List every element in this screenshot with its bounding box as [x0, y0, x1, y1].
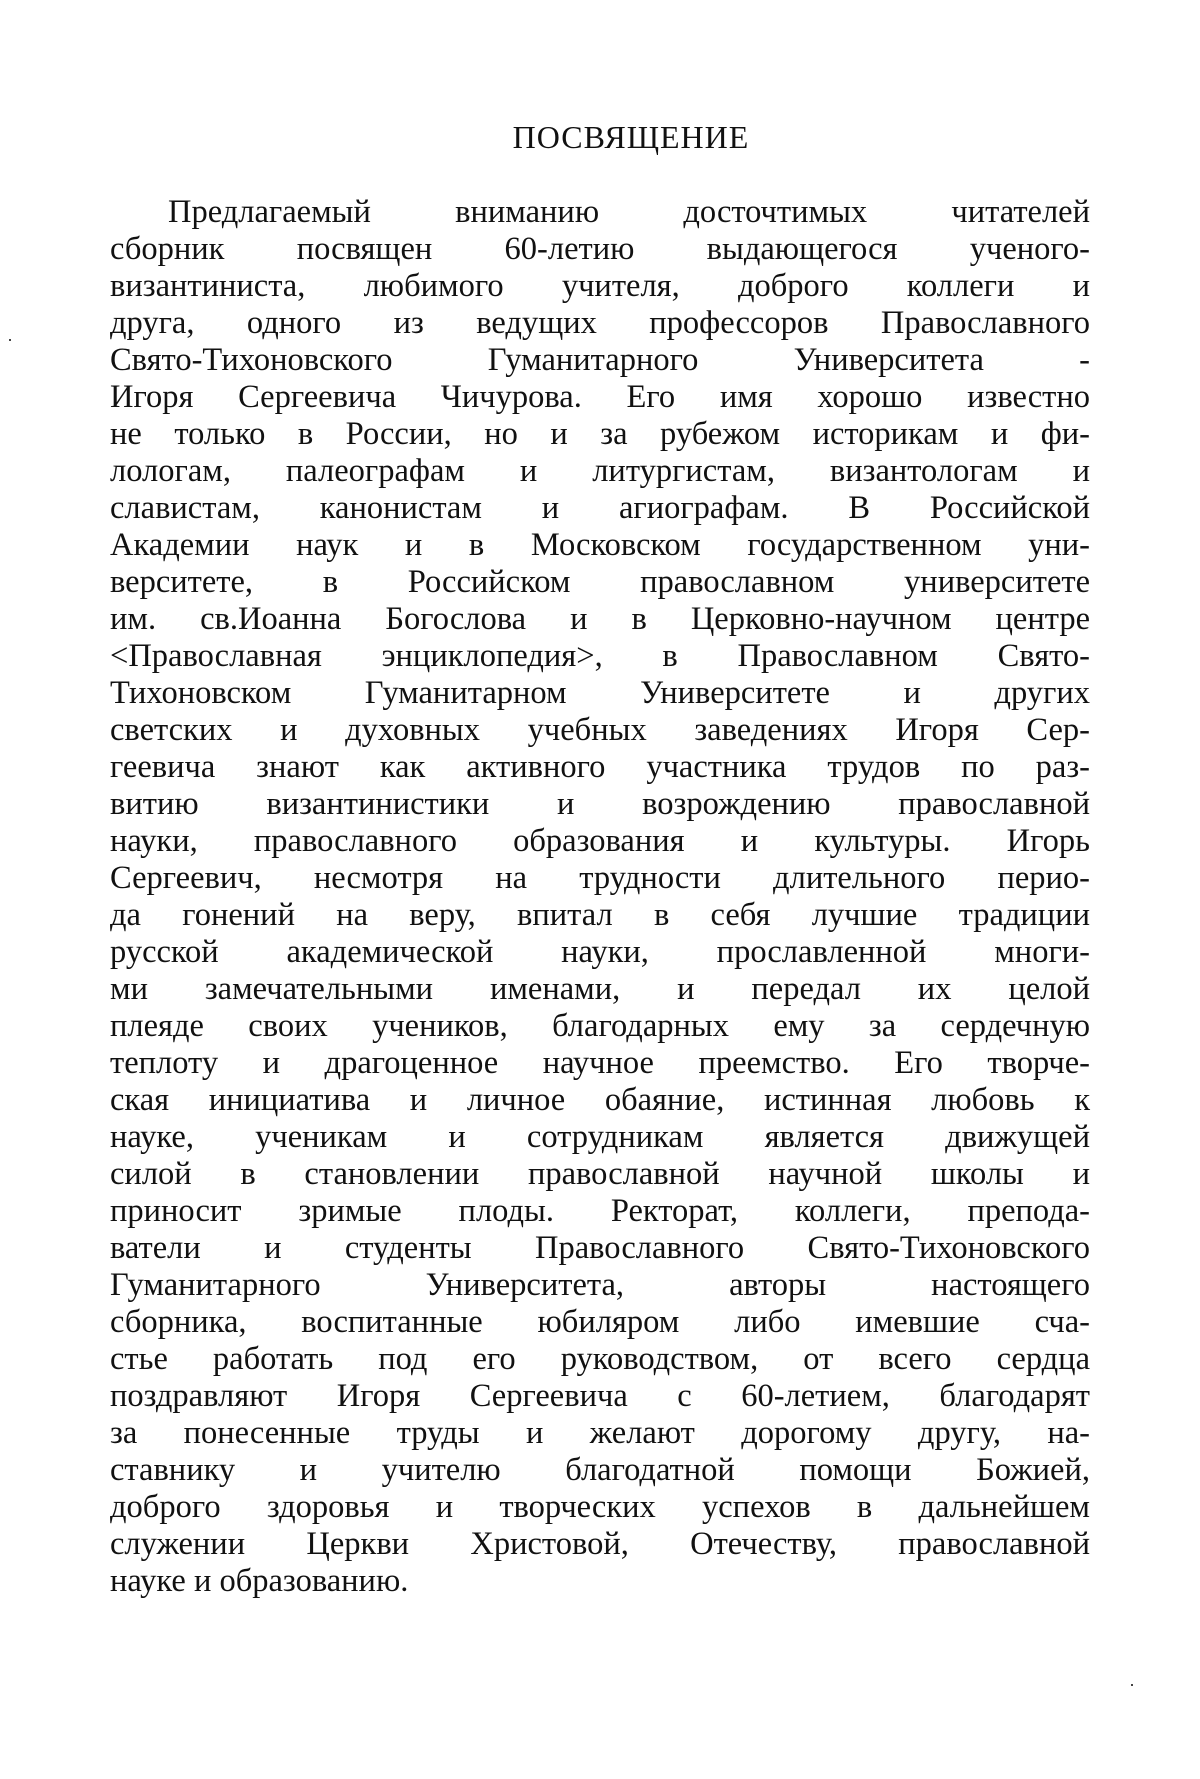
text-line: доброго здоровья и творческих успехов в дальнейшем	[110, 1489, 1090, 1525]
text-line: ми замечательными именами, и передал их целой	[110, 971, 1090, 1007]
text-line: верситете, в Российском православном университете	[110, 564, 1090, 600]
dedication-paragraph	[110, 194, 1090, 1600]
text-line: Академии наук и в Московском государственном уни-	[110, 527, 1090, 563]
text-line: теплоту и драгоценное научное преемство. Его творче-	[110, 1045, 1090, 1081]
text-line: Свято-Тихоновского Гуманитарного Университета -	[110, 342, 1090, 378]
text-line: не только в России, но и за рубежом историкам и фи-	[110, 416, 1090, 452]
text-line: силой в становлении православной научной школы и	[110, 1156, 1090, 1192]
text-line: Гуманитарного Университета, авторы настоящего	[110, 1267, 1090, 1303]
text-line: плеяде своих учеников, благодарных ему за сердечную	[110, 1008, 1090, 1044]
text-line: Сергеевич, несмотря на трудности длительного перио-	[110, 860, 1090, 896]
text-line: сборник посвящен 60-летию выдающегося ученого-	[110, 231, 1090, 267]
text-line: стье работать под его руководством, от всего сердца	[110, 1341, 1090, 1377]
text-line: ватели и студенты Православного Свято-Тихоновского	[110, 1230, 1090, 1266]
text-line: ставнику и учителю благодатной помощи Божией,	[110, 1452, 1090, 1488]
text-line: Игоря Сергеевича Чичурова. Его имя хорошо известно	[110, 379, 1090, 415]
text-line: русской академической науки, прославленной многи-	[110, 934, 1090, 970]
text-line: лологам, палеографам и литургистам, византологам и	[110, 453, 1090, 489]
text-line: сборника, воспитанные юбиляром либо имевшие сча-	[110, 1304, 1090, 1340]
text-line: приносит зримые плоды. Ректорат, коллеги, препода-	[110, 1193, 1090, 1229]
text-line: геевича знают как активного участника трудов по раз-	[110, 749, 1090, 785]
text-line: науке и образованию.	[110, 1563, 409, 1599]
text-line: науки, православного образования и культуры. Игорь	[110, 823, 1090, 859]
text-line: византиниста, любимого учителя, доброго коллеги и	[110, 268, 1090, 304]
scan-speck	[9, 339, 11, 341]
text-line: им. св.Иоанна Богослова и в Церковно-научном центре	[110, 601, 1090, 637]
text-line: Предлагаемый вниманию досточтимых читателей	[168, 194, 1090, 230]
text-line: витию византинистики и возрождению православной	[110, 786, 1090, 822]
text-line: за понесенные труды и желают дорогому другу, на-	[110, 1415, 1090, 1451]
text-line: <Православная энциклопедия>, в Православном Свято-	[110, 638, 1090, 674]
text-line: друга, одного из ведущих профессоров Православного	[110, 305, 1090, 341]
text-line: поздравляют Игоря Сергеевича с 60-летием, благодарят	[110, 1378, 1090, 1414]
text-line: светских и духовных учебных заведениях Игоря Сер-	[110, 712, 1090, 748]
text-line: да гонений на веру, впитал в себя лучшие традиции	[110, 897, 1090, 933]
text-line: служении Церкви Христовой, Отечеству, православной	[110, 1526, 1090, 1562]
text-line: ская инициатива и личное обаяние, истинная любовь к	[110, 1082, 1090, 1118]
text-line: науке, ученикам и сотрудникам является движущей	[110, 1119, 1090, 1155]
scan-speck	[1131, 1684, 1133, 1686]
text-line: славистам, канонистам и агиографам. В Российской	[110, 490, 1090, 526]
page-heading: ПОСВЯЩЕНИЕ	[512, 119, 750, 155]
text-line: Тихоновском Гуманитарном Университете и других	[110, 675, 1090, 711]
